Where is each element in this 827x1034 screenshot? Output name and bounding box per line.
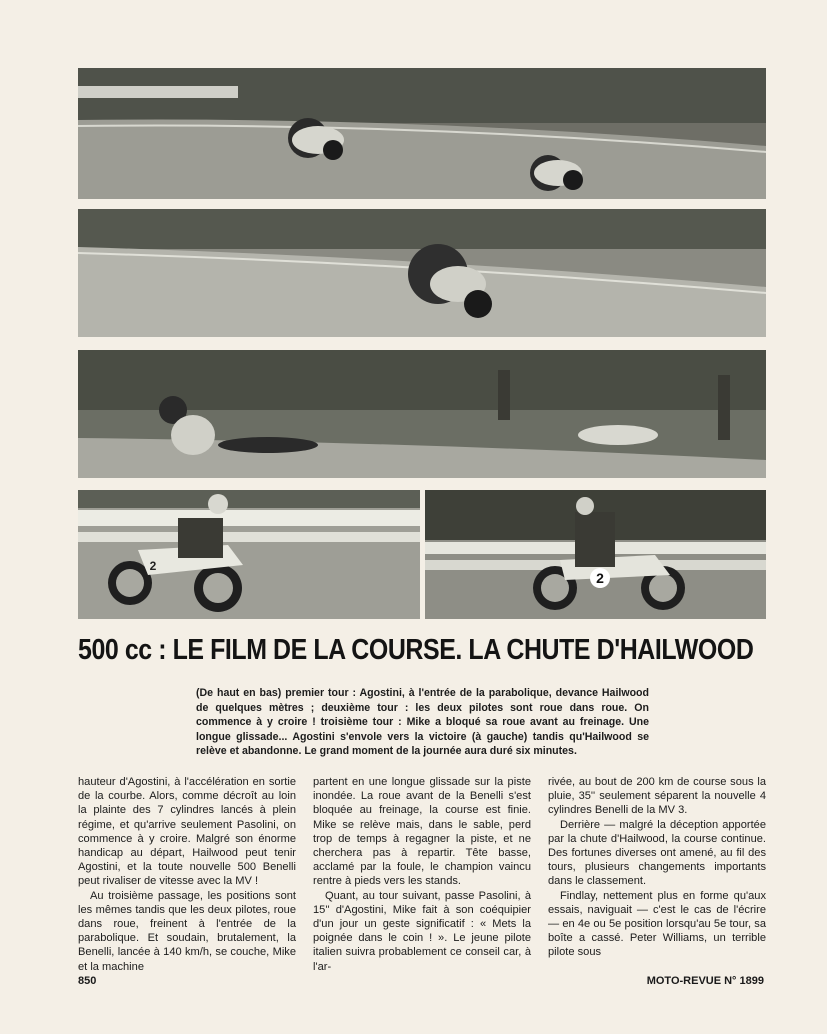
paragraph: Quant, au tour suivant, passe Pasolini, à 15'' d'Agostini, Mike fait à son coéquipier d'un jour un geste significatif : « Mets la poignée dans le coin ! ». Le jeune pilote italien suivra probablement ce conseil car, à l'ar- (313, 889, 531, 973)
paragraph: Au troisième passage, les positions sont les mêmes tandis que les deux pilotes, roue dans roue, freinent à l'entrée de la parabolique. Et soudain, brutalement, la Benelli, lancée à 140 km/h, se couche, Mike et la machine (78, 889, 296, 973)
article-column-2 (313, 775, 531, 974)
photo-first-lap (78, 68, 766, 199)
article-column-3 (548, 775, 766, 960)
bike-number-left: 2 (149, 559, 157, 573)
photo-third-lap-crash (78, 350, 766, 478)
paragraph: Derrière — malgré la déception apportée par la chute d'Hailwood, la course continue. Des fortunes diverses ont amené, au fil des tours, plusieurs changements importants dans le classement. (548, 818, 766, 888)
page-number: 850 (78, 975, 97, 987)
photo-caption: (De haut en bas) premier tour : Agostini, à l'entrée de la parabolique, devance Hailwood de quelques mètres ; deuxième tour : les deux pilotes sont roue dans roue. On commence à y croire ! troisième tour : Mike a bloqué sa roue avant au freinage. Une longue glissade... Agostini s'envole vers la victoire (à gauche) tandis qu'Hailwood se relève et abandonne. Le grand moment de la journée aura duré six minutes. (196, 687, 649, 758)
paragraph: hauteur d'Agostini, à l'accélération en sortie de la courbe. Alors, comme décroît au loin la plainte des 7 cylindres lancés à plein régime, et qu'arrive seulement Pasolini, on commence à y croire. Malgré son énorme handicap au départ, Hailwood peut tenir Agostini, et la toute nouvelle 500 Benelli peut rivaliser de vitesse avec la MV ! (78, 776, 296, 888)
paragraph: Findlay, nettement plus en forme qu'aux essais, naviguait — c'est le cas de l'écrire — en 4e ou 5e position lorsqu'au 5e tour, sa boîte a cassé. Peter Williams, un terrible pilote sous (548, 889, 766, 959)
photo-second-lap (78, 209, 766, 337)
photo-hailwood-returns (425, 490, 766, 619)
paragraph: rivée, au bout de 200 km de course sous la pluie, 35'' seulement séparent la nouvelle 4 cylindres Benelli de la MV 3. (548, 776, 766, 817)
page-title: 500 cc : LE FILM DE LA COURSE. LA CHUTE D'HAILWOOD (78, 634, 754, 666)
magazine-issue: MOTO-REVUE N° 1899 (646, 975, 764, 987)
photo-agostini-victory (78, 490, 420, 619)
paragraph: partent en une longue glissade sur la piste inondée. La roue avant de la Benelli s'est bloquée au freinage, la course est finie. Mike se relève mais, dans le sable, perd trop de temps à regagner la piste, et ne cherchera pas à repartir. Tête basse, acclamé par la foule, le champion vaincu rentre à pieds vers les stands. (313, 776, 531, 888)
article-column-1 (78, 775, 296, 974)
bike-number-right: 2 (596, 570, 604, 586)
